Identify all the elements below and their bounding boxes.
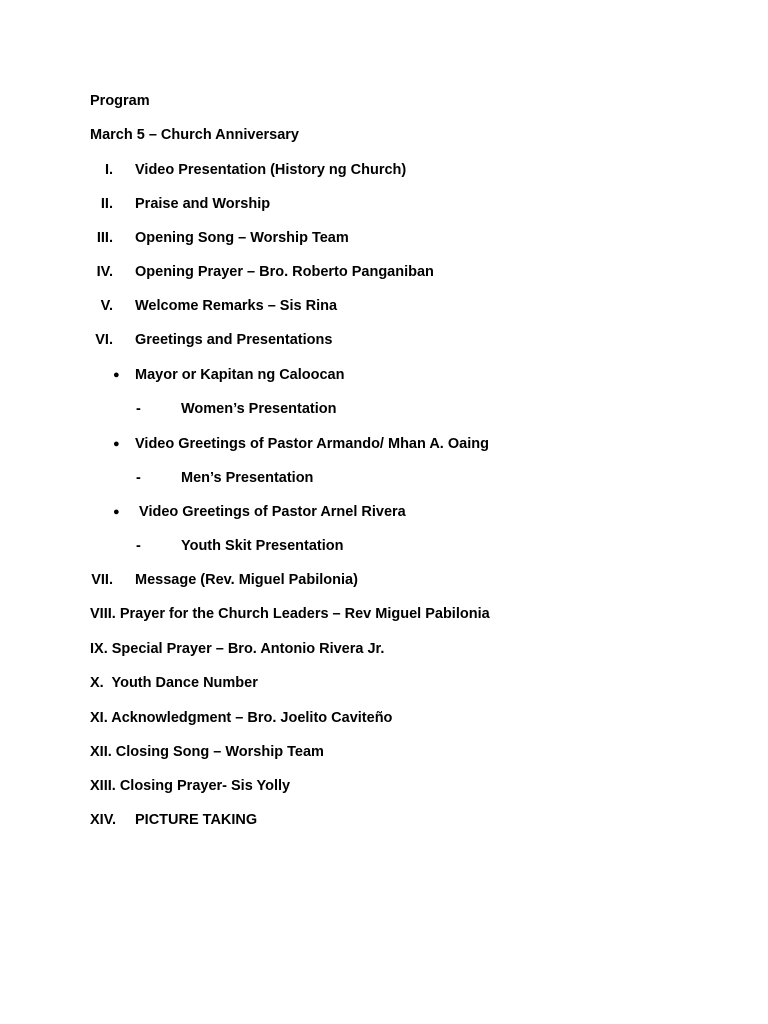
item-number: I.	[104, 162, 113, 178]
item-text: PICTURE TAKING	[135, 812, 258, 828]
program-item-inline: XIII. Closing Prayer- Sis Yolly	[90, 778, 291, 794]
bullet-icon: ●	[113, 369, 120, 381]
item-number: VI.	[95, 332, 113, 348]
item-number: XIV.	[90, 812, 117, 828]
sub-item-text: Mayor or Kapitan ng Caloocan	[135, 367, 345, 383]
item-number: II.	[100, 196, 113, 212]
program-item-inline: IX. Special Prayer – Bro. Antonio Rivera Jr.	[90, 641, 385, 657]
item-number: VII.	[91, 572, 113, 588]
sub-sub-item-text: Men’s Presentation	[181, 470, 314, 486]
dash-marker: -	[136, 470, 141, 486]
sub-item-text: Video Greetings of Pastor Armando/ Mhan A. Oaing	[135, 436, 489, 452]
program-item-inline: VIII. Prayer for the Church Leaders – Rev Miguel Pabilonia	[90, 606, 490, 622]
sub-item-text: Video Greetings of Pastor Arnel Rivera	[135, 504, 406, 520]
dash-marker: -	[136, 538, 141, 554]
bullet-icon: ●	[113, 438, 120, 450]
bullet-icon: ●	[113, 506, 120, 518]
dash-marker: -	[136, 401, 141, 417]
item-text: Greetings and Presentations	[135, 332, 333, 348]
item-text: Video Presentation (History ng Church)	[135, 162, 407, 178]
item-text: Welcome Remarks – Sis Rina	[135, 298, 338, 314]
item-text: Praise and Worship	[135, 196, 271, 212]
program-title: Program	[90, 93, 150, 109]
program-item-inline: X. Youth Dance Number	[90, 675, 258, 691]
sub-sub-item-text: Women’s Presentation	[181, 401, 337, 417]
item-text: Opening Song – Worship Team	[135, 230, 349, 246]
item-number: V.	[100, 298, 113, 314]
item-text: Opening Prayer – Bro. Roberto Panganiban	[135, 264, 434, 280]
sub-sub-item-text: Youth Skit Presentation	[181, 538, 344, 554]
program-date-heading: March 5 – Church Anniversary	[90, 127, 299, 143]
program-item-inline: XII. Closing Song – Worship Team	[90, 744, 324, 760]
item-number: III.	[96, 230, 113, 246]
program-item-inline: XI. Acknowledgment – Bro. Joelito Caviteño	[90, 710, 393, 726]
item-number: IV.	[96, 264, 113, 280]
item-text: Message (Rev. Miguel Pabilonia)	[135, 572, 358, 588]
